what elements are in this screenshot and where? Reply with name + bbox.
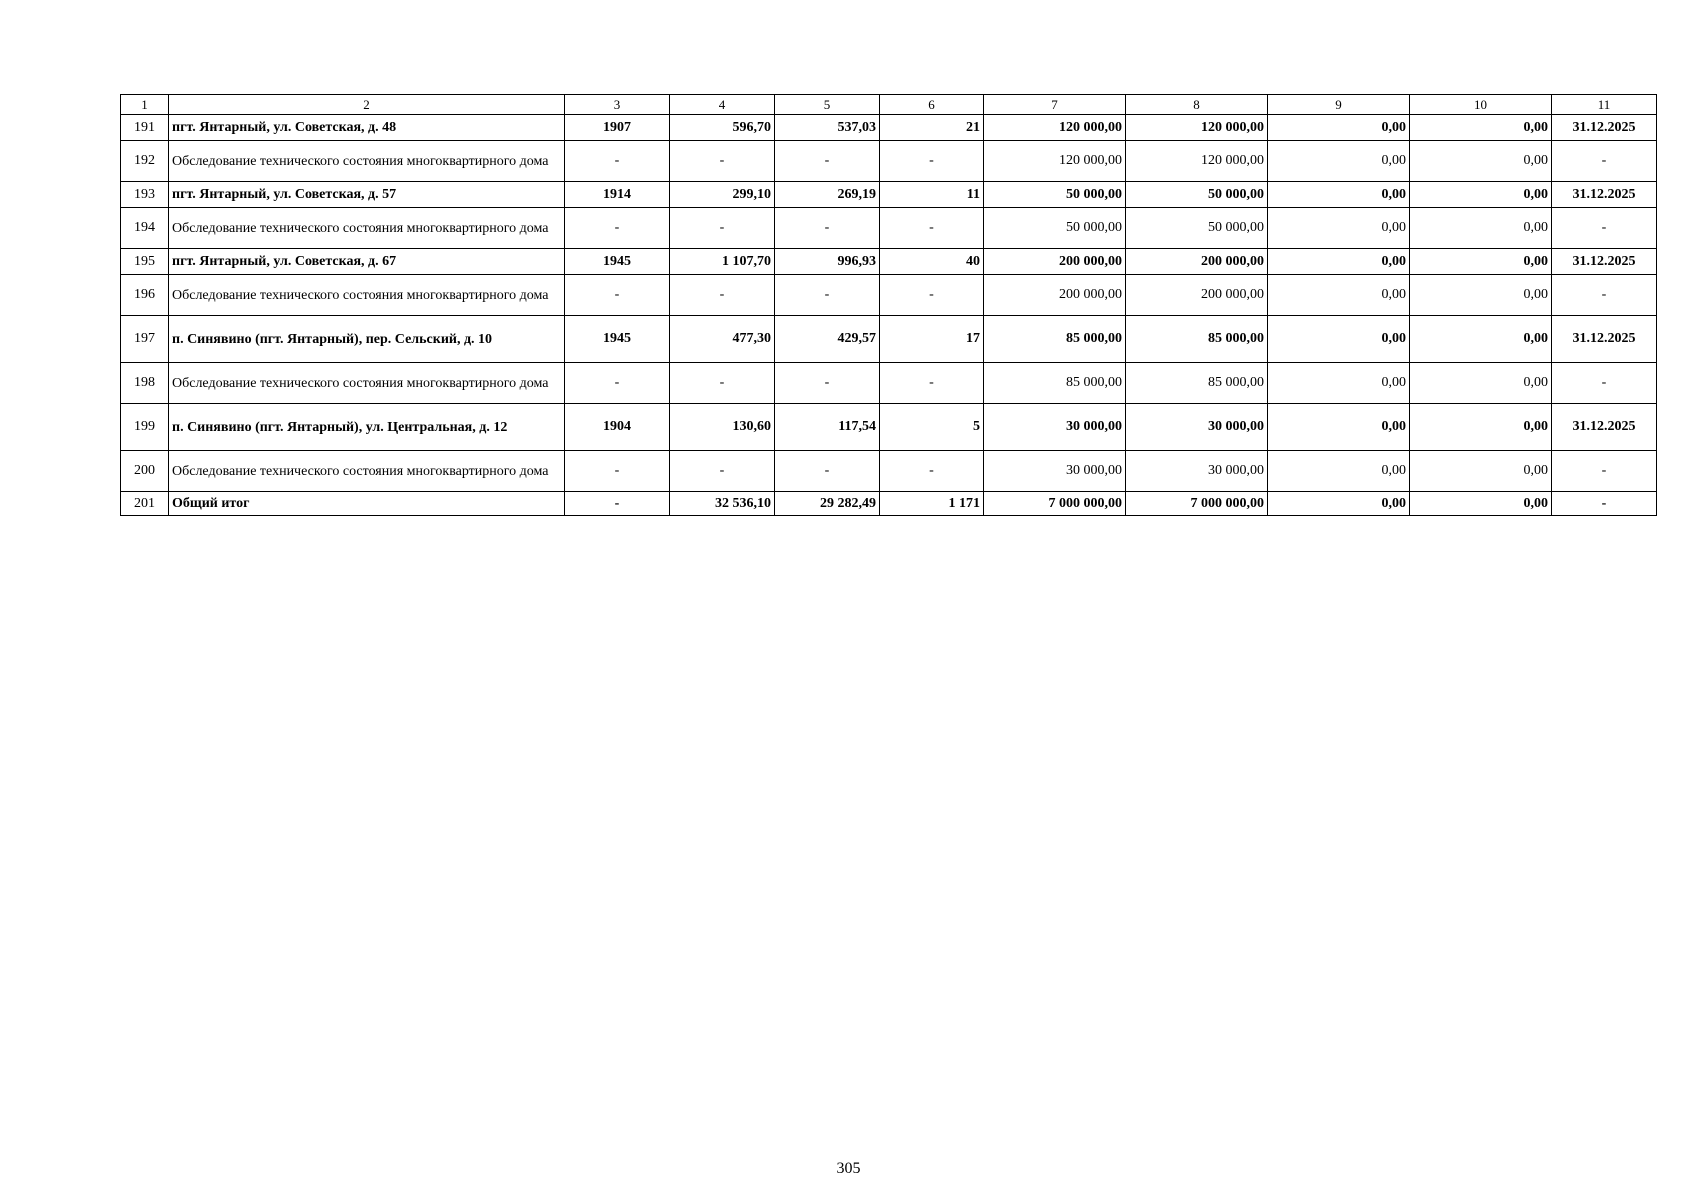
other-cell: 0,00	[1410, 363, 1552, 404]
cost-cell: 120 000,00	[984, 141, 1126, 182]
column-number: 10	[1410, 95, 1552, 115]
deadline-cell: 31.12.2025	[1552, 249, 1657, 275]
total-area-cell: -	[670, 208, 775, 249]
table-row	[121, 316, 1657, 363]
budget-cell: 0,00	[1268, 363, 1410, 404]
row-number: 193	[121, 182, 169, 208]
cost-cell: 30 000,00	[984, 451, 1126, 492]
year-cell: -	[565, 141, 670, 182]
row-number: 197	[121, 316, 169, 363]
other-cell: 0,00	[1410, 182, 1552, 208]
budget-cell: 0,00	[1268, 208, 1410, 249]
year-cell: 1904	[565, 404, 670, 451]
living-area-cell: 29 282,49	[775, 492, 880, 516]
work-type-cell: Обследование технического состояния многоквартирного дома	[169, 363, 565, 404]
table-row	[121, 249, 1657, 275]
residents-cell: 5	[880, 404, 984, 451]
table-row	[121, 208, 1657, 249]
address-cell: пгт. Янтарный, ул. Советская, д. 48	[169, 115, 565, 141]
other-cell: 0,00	[1410, 141, 1552, 182]
table-row	[121, 115, 1657, 141]
total-area-cell: 1 107,70	[670, 249, 775, 275]
fund-cell: 50 000,00	[1126, 208, 1268, 249]
column-number: 1	[121, 95, 169, 115]
living-area-cell: 429,57	[775, 316, 880, 363]
column-number: 6	[880, 95, 984, 115]
total-label: Общий итог	[169, 492, 565, 516]
deadline-cell: 31.12.2025	[1552, 316, 1657, 363]
other-cell: 0,00	[1410, 115, 1552, 141]
living-area-cell: 117,54	[775, 404, 880, 451]
year-cell: 1914	[565, 182, 670, 208]
row-number: 192	[121, 141, 169, 182]
budget-cell: 0,00	[1268, 115, 1410, 141]
living-area-cell: 537,03	[775, 115, 880, 141]
residents-cell: 17	[880, 316, 984, 363]
fund-cell: 85 000,00	[1126, 363, 1268, 404]
budget-cell: 0,00	[1268, 404, 1410, 451]
fund-cell: 120 000,00	[1126, 141, 1268, 182]
deadline-cell: -	[1552, 208, 1657, 249]
living-area-cell: 269,19	[775, 182, 880, 208]
address-cell: п. Синявино (пгт. Янтарный), ул. Центральная, д. 12	[169, 404, 565, 451]
other-cell: 0,00	[1410, 249, 1552, 275]
living-area-cell: 996,93	[775, 249, 880, 275]
address-cell: пгт. Янтарный, ул. Советская, д. 57	[169, 182, 565, 208]
living-area-cell: -	[775, 208, 880, 249]
fund-cell: 120 000,00	[1126, 115, 1268, 141]
row-number: 200	[121, 451, 169, 492]
cost-cell: 50 000,00	[984, 208, 1126, 249]
budget-cell: 0,00	[1268, 492, 1410, 516]
other-cell: 0,00	[1410, 275, 1552, 316]
total-row	[121, 492, 1657, 516]
column-number-row	[121, 95, 1657, 115]
column-number: 3	[565, 95, 670, 115]
row-number: 196	[121, 275, 169, 316]
column-number: 4	[670, 95, 775, 115]
other-cell: 0,00	[1410, 404, 1552, 451]
table-row	[121, 404, 1657, 451]
total-area-cell: 130,60	[670, 404, 775, 451]
year-cell: 1945	[565, 249, 670, 275]
living-area-cell: -	[775, 363, 880, 404]
residents-cell: 40	[880, 249, 984, 275]
fund-cell: 85 000,00	[1126, 316, 1268, 363]
other-cell: 0,00	[1410, 208, 1552, 249]
fund-cell: 30 000,00	[1126, 451, 1268, 492]
cost-cell: 7 000 000,00	[984, 492, 1126, 516]
table-row	[121, 363, 1657, 404]
total-area-cell: -	[670, 275, 775, 316]
year-cell: -	[565, 451, 670, 492]
living-area-cell: -	[775, 451, 880, 492]
column-number: 9	[1268, 95, 1410, 115]
total-area-cell: 299,10	[670, 182, 775, 208]
cost-cell: 30 000,00	[984, 404, 1126, 451]
other-cell: 0,00	[1410, 492, 1552, 516]
budget-cell: 0,00	[1268, 249, 1410, 275]
budget-cell: 0,00	[1268, 451, 1410, 492]
year-cell: 1945	[565, 316, 670, 363]
address-cell: пгт. Янтарный, ул. Советская, д. 67	[169, 249, 565, 275]
work-type-cell: Обследование технического состояния многоквартирного дома	[169, 141, 565, 182]
address-cell: п. Синявино (пгт. Янтарный), пер. Сельский, д. 10	[169, 316, 565, 363]
row-number: 191	[121, 115, 169, 141]
deadline-cell: -	[1552, 451, 1657, 492]
fund-cell: 50 000,00	[1126, 182, 1268, 208]
budget-cell: 0,00	[1268, 141, 1410, 182]
total-area-cell: 477,30	[670, 316, 775, 363]
row-number: 194	[121, 208, 169, 249]
budget-cell: 0,00	[1268, 182, 1410, 208]
column-number: 2	[169, 95, 565, 115]
residents-cell: -	[880, 208, 984, 249]
row-number: 199	[121, 404, 169, 451]
residents-cell: -	[880, 141, 984, 182]
deadline-cell: 31.12.2025	[1552, 115, 1657, 141]
total-area-cell: 32 536,10	[670, 492, 775, 516]
cost-cell: 85 000,00	[984, 363, 1126, 404]
table-row	[121, 141, 1657, 182]
year-cell: -	[565, 363, 670, 404]
row-number: 195	[121, 249, 169, 275]
row-number: 198	[121, 363, 169, 404]
total-area-cell: 596,70	[670, 115, 775, 141]
work-type-cell: Обследование технического состояния многоквартирного дома	[169, 275, 565, 316]
total-area-cell: -	[670, 141, 775, 182]
work-type-cell: Обследование технического состояния многоквартирного дома	[169, 451, 565, 492]
budget-cell: 0,00	[1268, 316, 1410, 363]
fund-cell: 200 000,00	[1126, 249, 1268, 275]
residents-cell: 21	[880, 115, 984, 141]
year-cell: -	[565, 275, 670, 316]
total-area-cell: -	[670, 363, 775, 404]
cost-cell: 200 000,00	[984, 275, 1126, 316]
cost-cell: 85 000,00	[984, 316, 1126, 363]
residents-cell: -	[880, 275, 984, 316]
column-number: 11	[1552, 95, 1657, 115]
residents-cell: -	[880, 363, 984, 404]
year-cell: -	[565, 208, 670, 249]
deadline-cell: -	[1552, 275, 1657, 316]
column-number: 5	[775, 95, 880, 115]
page-number: 305	[836, 1160, 861, 1177]
other-cell: 0,00	[1410, 451, 1552, 492]
column-number: 8	[1126, 95, 1268, 115]
deadline-cell: 31.12.2025	[1552, 404, 1657, 451]
living-area-cell: -	[775, 141, 880, 182]
fund-cell: 30 000,00	[1126, 404, 1268, 451]
fund-cell: 7 000 000,00	[1126, 492, 1268, 516]
deadline-cell: -	[1552, 492, 1657, 516]
fund-cell: 200 000,00	[1126, 275, 1268, 316]
column-number: 7	[984, 95, 1126, 115]
deadline-cell: -	[1552, 363, 1657, 404]
cost-cell: 120 000,00	[984, 115, 1126, 141]
residents-cell: -	[880, 451, 984, 492]
cost-cell: 200 000,00	[984, 249, 1126, 275]
year-cell: 1907	[565, 115, 670, 141]
residents-cell: 1 171	[880, 492, 984, 516]
table-row	[121, 275, 1657, 316]
year-cell: -	[565, 492, 670, 516]
total-area-cell: -	[670, 451, 775, 492]
budget-cell: 0,00	[1268, 275, 1410, 316]
cost-cell: 50 000,00	[984, 182, 1126, 208]
table-row	[121, 451, 1657, 492]
data-table	[120, 94, 1657, 516]
living-area-cell: -	[775, 275, 880, 316]
deadline-cell: 31.12.2025	[1552, 182, 1657, 208]
other-cell: 0,00	[1410, 316, 1552, 363]
residents-cell: 11	[880, 182, 984, 208]
work-type-cell: Обследование технического состояния многоквартирного дома	[169, 208, 565, 249]
deadline-cell: -	[1552, 141, 1657, 182]
row-number: 201	[121, 492, 169, 516]
table-row	[121, 182, 1657, 208]
